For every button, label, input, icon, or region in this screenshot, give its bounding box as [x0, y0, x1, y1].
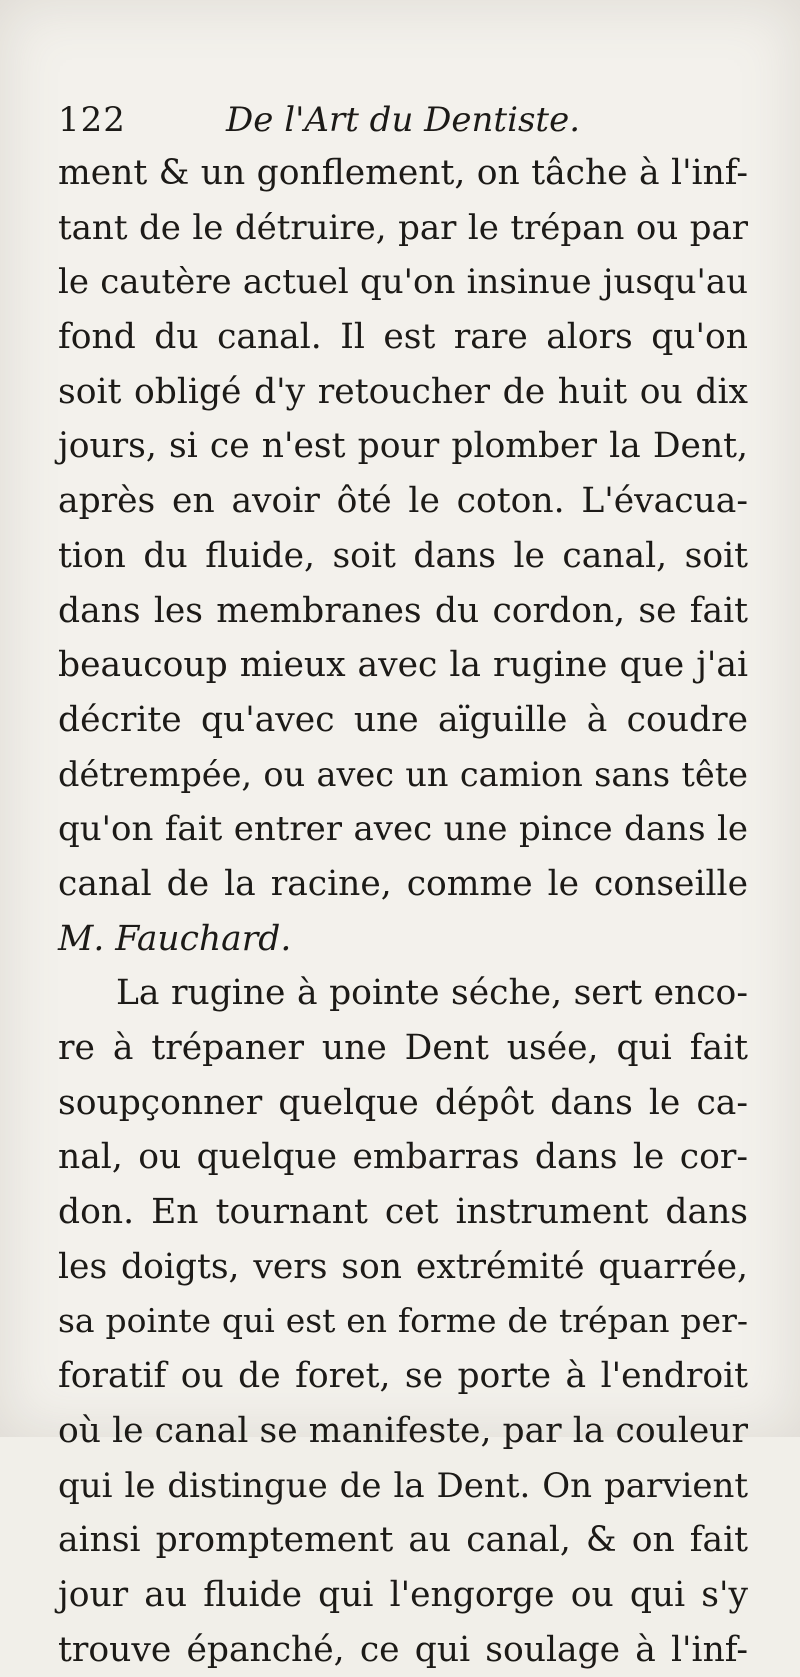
text-line: dans les membranes du cordon, se fait: [58, 590, 748, 631]
text-line: trouve épanché, ce qui soulage à l'inf-: [58, 1629, 748, 1670]
text-line: foratif ou de foret, se porte à l'endroit: [58, 1356, 748, 1397]
text-line: sa pointe qui est en forme de trépan per-: [58, 1301, 748, 1341]
text-line: re à trépaner une Dent usée, qui fait: [58, 1028, 748, 1068]
body-text: [58, 146, 748, 1677]
text-line-citation: M. Fauchard.: [58, 918, 292, 959]
text-line: nal, ou quelque embarras dans le cor-: [58, 1137, 748, 1178]
text-line: soupçonner quelque dépôt dans le ca-: [58, 1082, 748, 1123]
text-line: qu'on fait entrer avec une pince dans le: [58, 809, 748, 850]
text-line: tant de le détruire, par le trépan ou par: [58, 207, 748, 248]
text-line: détrempée, ou avec un camion sans tête: [58, 754, 748, 794]
text-line: jour au fluide qui l'engorge ou qui s'y: [58, 1574, 748, 1615]
text-line: ainsi promptement au canal, & on fait: [58, 1520, 748, 1561]
text-line: jours, si ce n'est pour plomber la Dent,: [58, 426, 748, 467]
text-line: beaucoup mieux avec la rugine que j'ai: [58, 645, 748, 686]
text-line: soit obligé d'y retoucher de huit ou dix: [58, 371, 748, 412]
text-line: fond du canal. Il est rare alors qu'on: [58, 317, 748, 358]
running-head: De l'Art du Dentiste.: [226, 100, 581, 140]
text-line: le cautère actuel qu'on insinue jusqu'au: [58, 262, 748, 303]
paragraph-start-line: La rugine à pointe séche, sert enco-: [116, 973, 748, 1014]
text-line: canal de la racine, comme le conseille: [58, 863, 748, 904]
text-line: don. En tournant cet instrument dans: [58, 1192, 748, 1233]
text-line: ment & un gonflement, on tâche à l'inf-: [58, 153, 748, 193]
text-line: où le canal se manifeste, par la couleur: [58, 1410, 748, 1451]
page-header: [58, 95, 758, 145]
text-line: après en avoir ôté le coton. L'évacua-: [58, 481, 748, 522]
text-line: les doigts, vers son extrémité quarrée,: [58, 1246, 748, 1287]
text-line: qui le distingue de la Dent. On parvient: [58, 1465, 748, 1506]
page-number: 122: [58, 100, 126, 140]
text-line: décrite qu'avec une aïguille à coudre: [58, 699, 748, 740]
text-line: tion du fluide, soit dans le canal, soit: [58, 535, 748, 576]
